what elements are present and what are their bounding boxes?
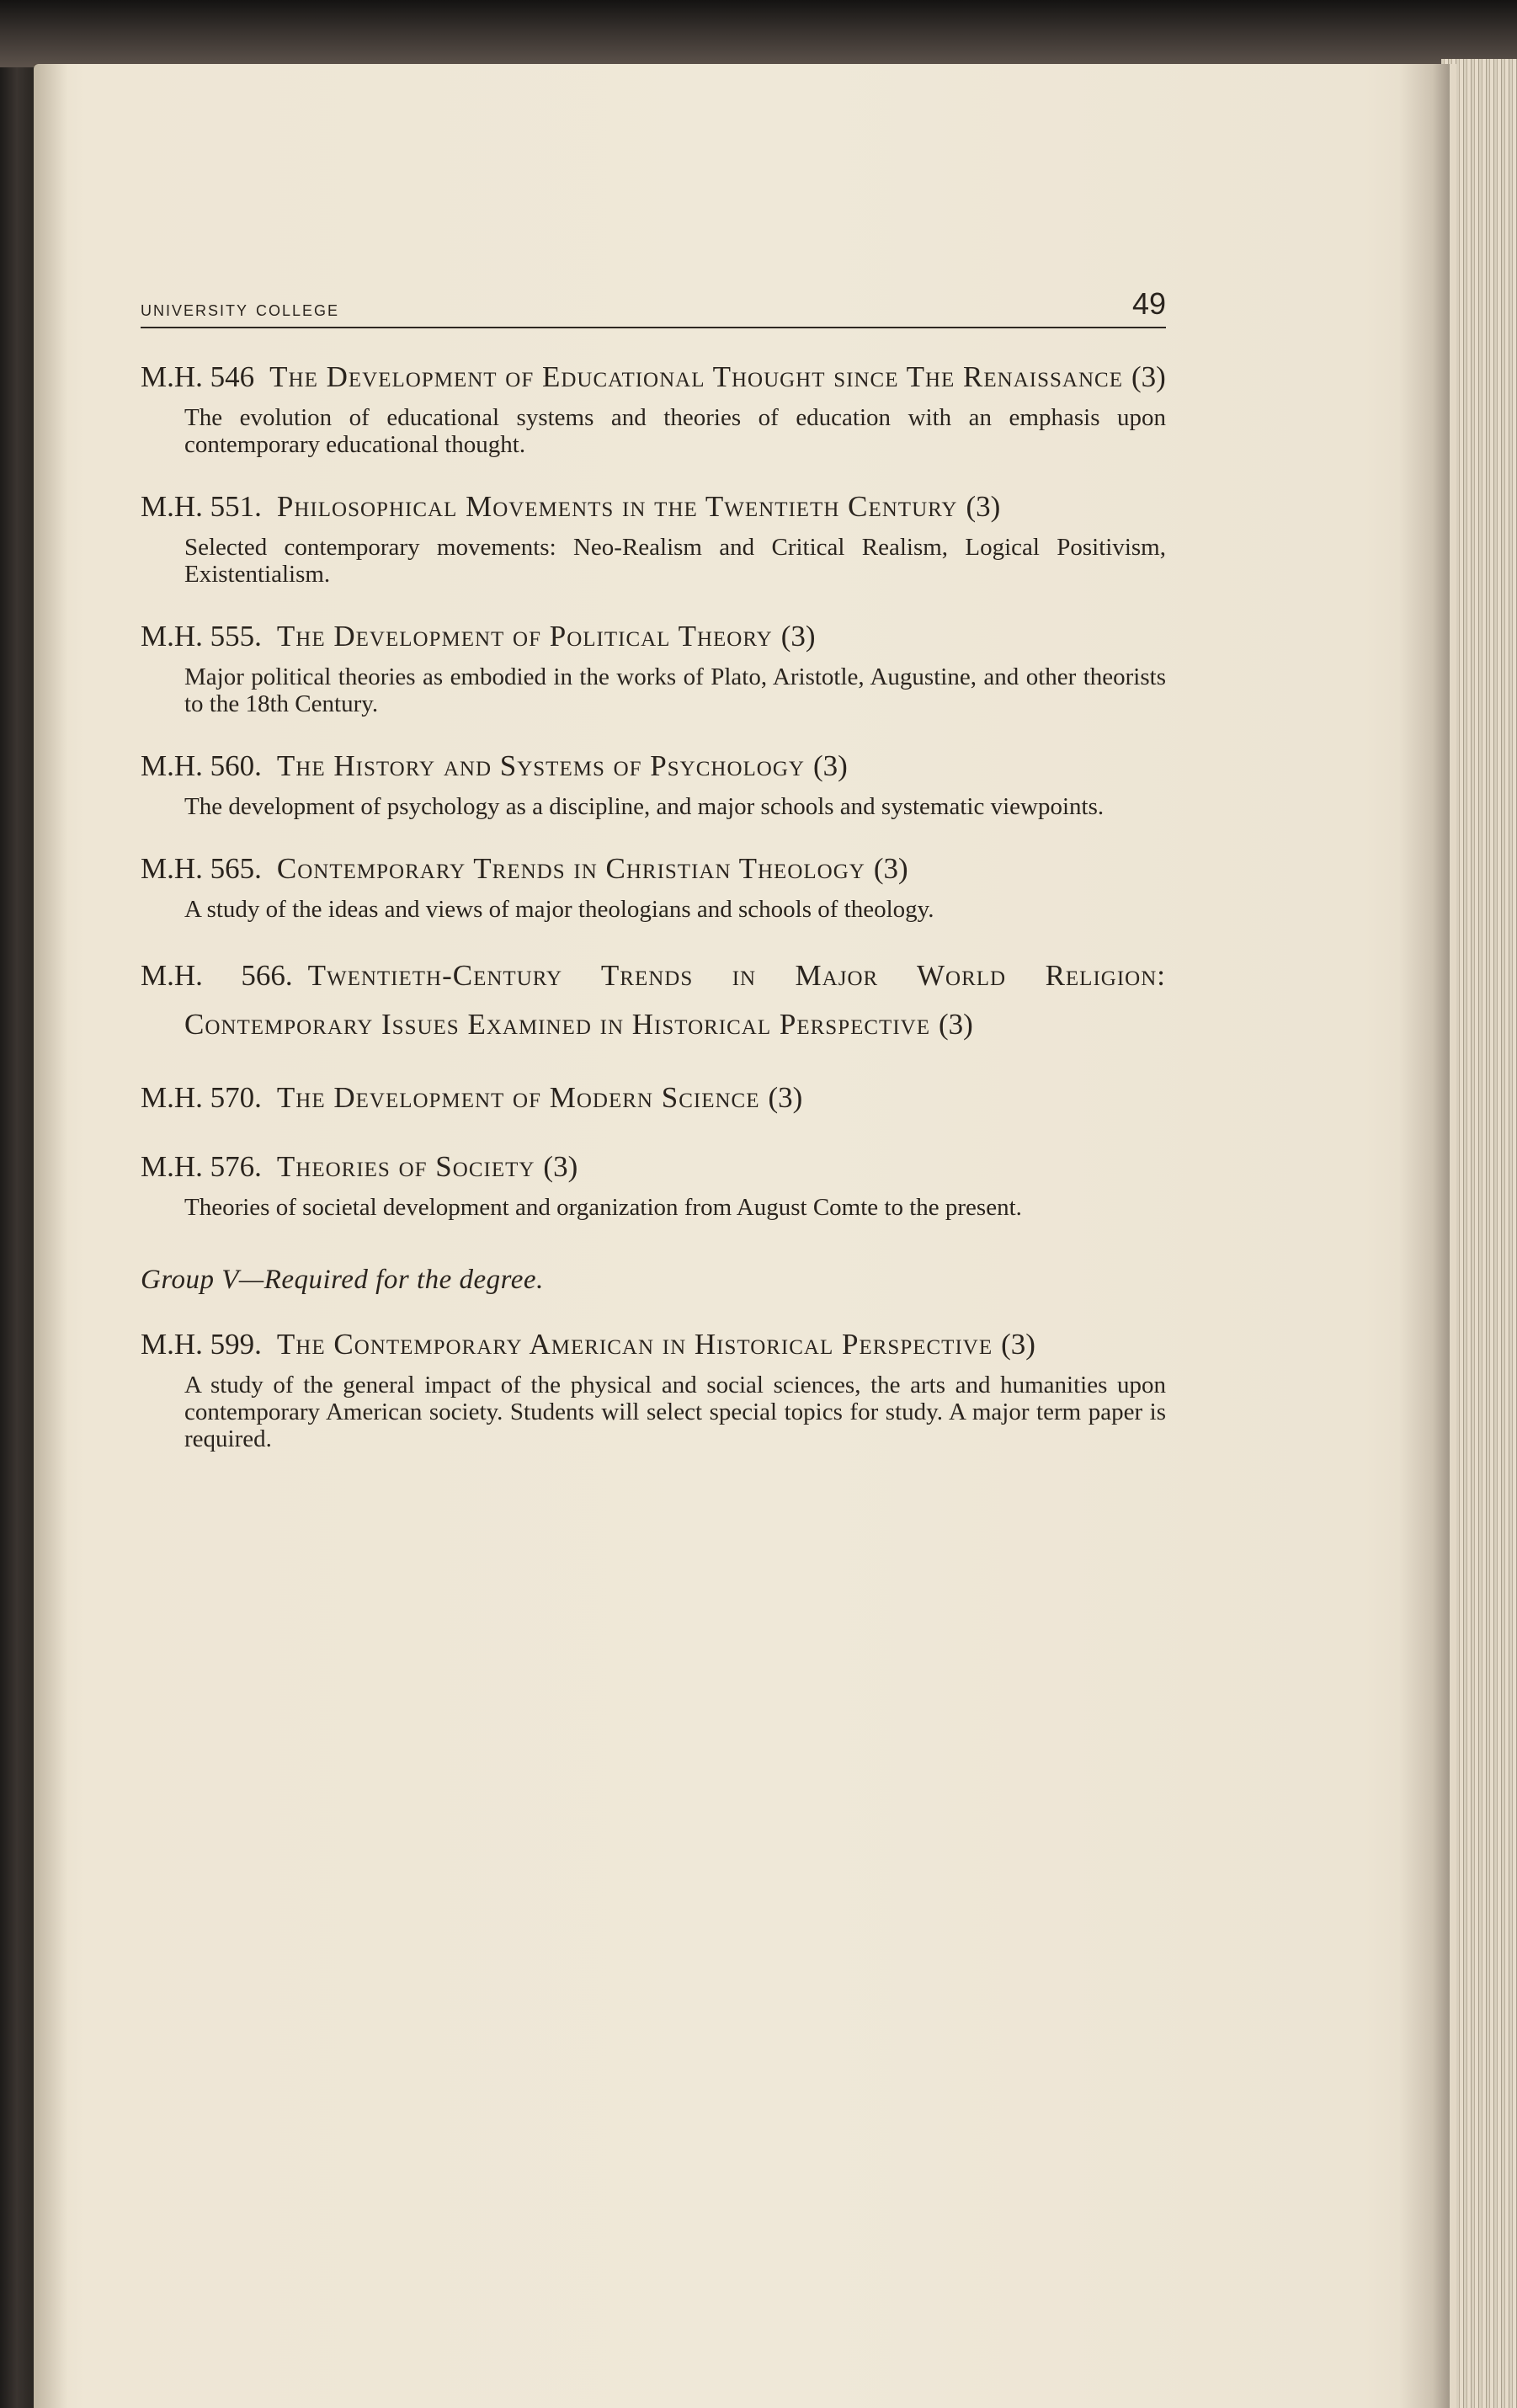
course-entry — [141, 616, 1166, 717]
course-code: M.H. 555. — [141, 620, 262, 653]
course-title — [141, 487, 1166, 527]
course-entry — [141, 849, 1166, 923]
course-description: Theories of societal development and organization from August Comte to the present. — [184, 1194, 1022, 1221]
required-course-entry — [141, 1324, 1166, 1452]
course-title — [141, 1147, 1166, 1187]
course-code: M.H. 560. — [141, 749, 262, 782]
course-description: Selected contemporary movements: Neo-Realism and Critical Realism, Logical Positivism, Existentialism. — [184, 534, 1166, 588]
course-name: The Contemporary American in Historical Perspective — [276, 1328, 993, 1361]
course-name: The Development of Political Theory — [276, 620, 773, 653]
course-name: Twentieth-Century Trends in Major World Religion: Contemporary Issues Examined in Historical Perspective — [184, 959, 1166, 1041]
course-name: The Development of Modern Science — [276, 1081, 760, 1114]
course-code: M.H. 551. — [141, 490, 262, 523]
course-credits: (3) — [768, 1081, 803, 1114]
course-code: M.H. 599. — [141, 1328, 262, 1361]
course-code: M.H. 570. — [141, 1081, 262, 1114]
course-credits: (3) — [873, 852, 908, 885]
course-name: The Development of Educational Thought since The Renaissance — [269, 360, 1123, 393]
group-heading: Group V—Required for the degree. — [141, 1265, 544, 1295]
course-entry — [141, 1147, 1166, 1221]
course-credits: (3) — [966, 490, 1001, 523]
course-code: M.H. 566. — [141, 959, 293, 992]
course-credits: (3) — [812, 749, 848, 782]
course-name: Contemporary Trends in Christian Theology — [276, 852, 865, 885]
course-description: The development of psychology as a discipline, and major schools and systematic viewpoints. — [184, 793, 1104, 820]
course-entry — [141, 951, 1166, 1049]
course-credits: (3) — [938, 1008, 973, 1041]
course-entry — [141, 746, 1166, 820]
course-code: M.H. 546 — [141, 360, 255, 393]
course-title — [141, 849, 1166, 889]
course-title — [141, 1078, 1166, 1118]
page-content — [141, 278, 1166, 1452]
course-title — [141, 357, 1166, 397]
course-credits: (3) — [1131, 360, 1166, 393]
running-head-title: university college — [141, 297, 339, 321]
page-left-shadow — [34, 64, 67, 2408]
course-name: Theories of Society — [276, 1150, 535, 1183]
course-description: The evolution of educational systems and theories of education with an emphasis upon contemporary educational thought. — [184, 404, 1166, 458]
course-credits: (3) — [1001, 1328, 1035, 1361]
course-code: M.H. 576. — [141, 1150, 262, 1183]
course-code: M.H. 565. — [141, 852, 262, 885]
course-name: The History and Systems of Psychology — [276, 749, 805, 782]
course-name: Philosophical Movements in the Twentieth Century — [276, 490, 958, 523]
running-head — [141, 278, 1166, 328]
course-entry — [141, 1078, 1166, 1118]
course-title — [141, 746, 1166, 786]
course-title — [141, 951, 1166, 1049]
course-credits: (3) — [543, 1150, 578, 1183]
course-description: A study of the ideas and views of major theologians and schools of theology. — [184, 896, 934, 923]
book-binding-top — [0, 0, 1517, 67]
course-entry — [141, 357, 1166, 458]
course-entry — [141, 487, 1166, 588]
course-description: Major political theories as embodied in the works of Plato, Aristotle, Augustine, and other theorists to the 18th Century. — [184, 663, 1166, 717]
page-number: 49 — [1131, 286, 1166, 321]
course-title — [141, 1324, 1166, 1365]
page-gutter-shadow — [1399, 64, 1450, 2408]
course-title — [141, 616, 1166, 657]
course-credits: (3) — [780, 620, 816, 653]
course-description: A study of the general impact of the physical and social sciences, the arts and humanities upon contemporary American society. Students will select special topics for study. A major term paper is required. — [184, 1372, 1166, 1452]
